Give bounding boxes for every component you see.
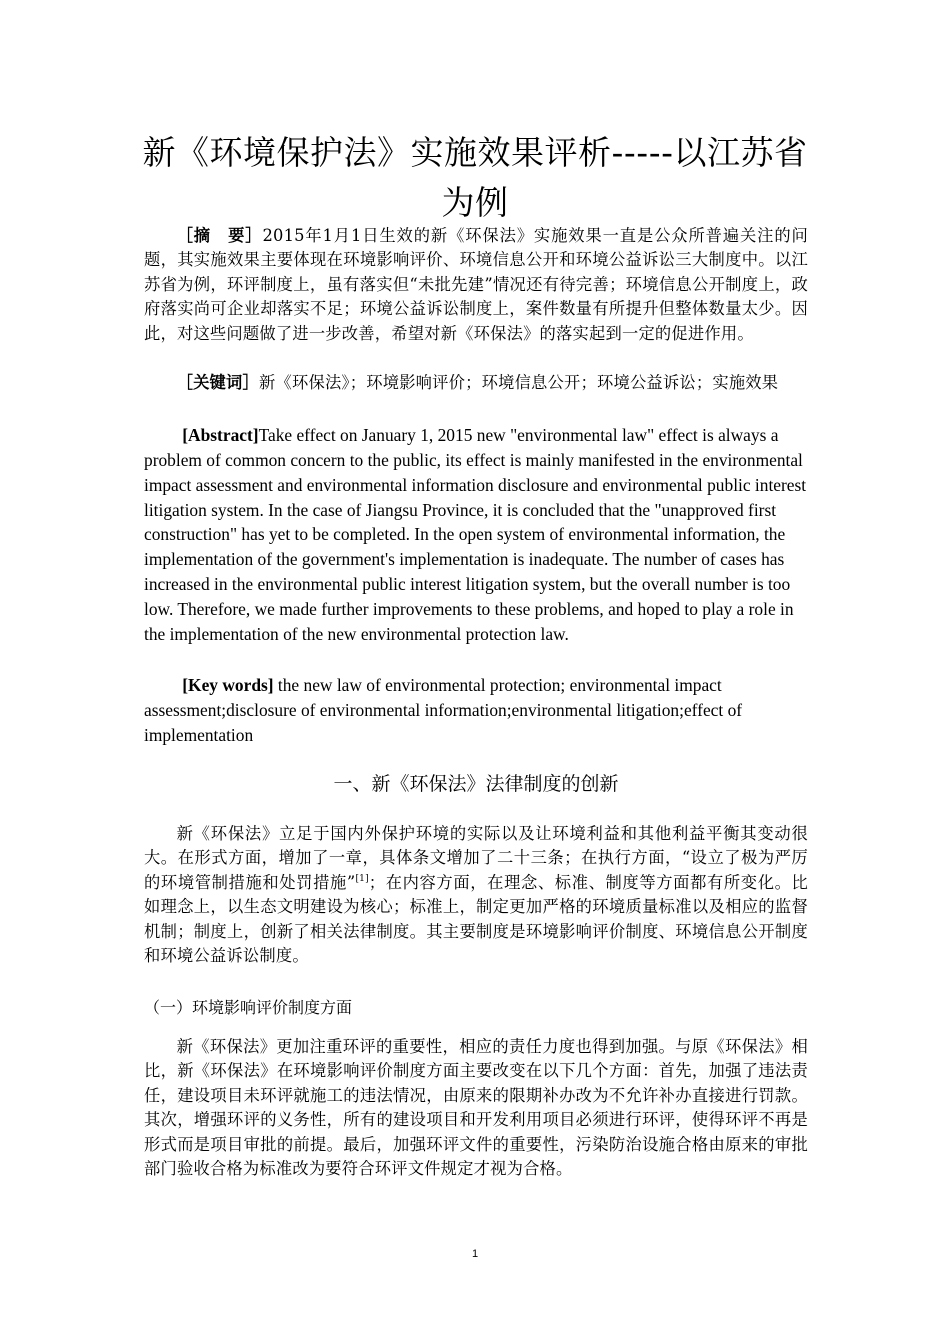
abstract-cn — [144, 224, 808, 346]
keywords-cn-text: 新《环保法》；环境影响评价；环境信息公开；环境公益诉讼；实施效果 — [259, 373, 779, 392]
section-1-heading: 一、新《环保法》法律制度的创新 — [333, 773, 619, 795]
abstract-en-text: Take effect on January 1, 2015 new "environmental law" effect is always a problem of common concern to the public, its effect is mainly manifested in the environmental impact assessment and environmental information disclosure and environmental public interest litigation system. In the case of Jiangsu Province, it is concluded that the "unapproved first construction" has yet to be completed. In the open system of environmental information, the implementation of the government's implementation is inadequate. The number of cases has increased in the environmental public interest litigation system, but the overall number is too low. Therefore, we made further improvements to these problems, and hoped to play a role in the implementation of the new environmental protection law. — [144, 425, 807, 644]
keywords-en — [144, 673, 808, 748]
section-1-text-before: 新《环保法》立足于国内外保护环境的实际以及让环境利益和其他利益平衡其变动很大。在形式方面，增加了一章，具体条文增加了二十三条；在执行方面，“设立了极为严厉的环境管制措施和处罚措施” — [144, 824, 808, 892]
citation-1[interactable]: [1] — [355, 873, 369, 884]
subsection-1-paragraph: 新《环保法》更加注重环评的重要性，相应的责任力度也得到加强。与原《环保法》相比，新《环保法》在环境影响评价制度方面主要改变在以下几个方面：首先，加强了违法责任，建设项目未环评就施工的违法情况，由原来的限期补办改为不允许补办直接进行罚款。其次，增强环评的义务性，所有的建设项目和开发利用项目必须进行环评，使得环评不再是形式而是项目审批的前提。最后，加强环评文件的重要性，污染防治设施合格由原来的审批部门验收合格为标准改为要符合环评文件规定才视为合格。 — [144, 1037, 808, 1179]
subsection-1-heading: （一）环境影响评价制度方面 — [144, 998, 353, 1017]
section-1-paragraph — [144, 822, 808, 968]
keywords-en-label: [Key words] — [182, 675, 274, 695]
abstract-cn-text: 2015年1月1日生效的新《环保法》实施效果一直是公众所普遍关注的问题，其实施效果主要体现在环境影响评价、环境信息公开和环境公益诉讼三大制度中。以江苏省为例，环评制度上，虽有落实但“未批先建”情况还有待完善；环境信息公开制度上，政府落实尚可企业却落实不足；环境公益诉讼制度上，案件数量有所提升但整体数量太少。因此，对这些问题做了进一步改善，希望对新《环保法》的落实起到一定的促进作用。 — [144, 226, 808, 343]
paper-title: 新《环境保护法》实施效果评析-----以江苏省为例 — [142, 133, 808, 222]
abstract-en — [144, 423, 808, 647]
section-1-text-after: ；在内容方面，在理念、标准、制度等方面都有所变化。比如理念上，以生态文明建设为核心；标准上，制定更加严格的环境质量标准以及相应的监督机制；制度上，创新了相关法律制度。其主要制度是环境影响评价制度、环境信息公开制度和环境公益诉讼制度。 — [144, 872, 808, 966]
page-number: 1 — [471, 1248, 479, 1260]
keywords-cn-label: ［关键词］ — [176, 373, 260, 392]
abstract-cn-label: ［摘 要］ — [176, 226, 263, 245]
abstract-en-label: [Abstract] — [182, 425, 259, 445]
keywords-cn — [144, 371, 808, 395]
keywords-en-text: the new law of environmental protection; environmental impact assessment;disclosure of environmental information;environmental litigation;effect of implementation — [144, 675, 743, 745]
